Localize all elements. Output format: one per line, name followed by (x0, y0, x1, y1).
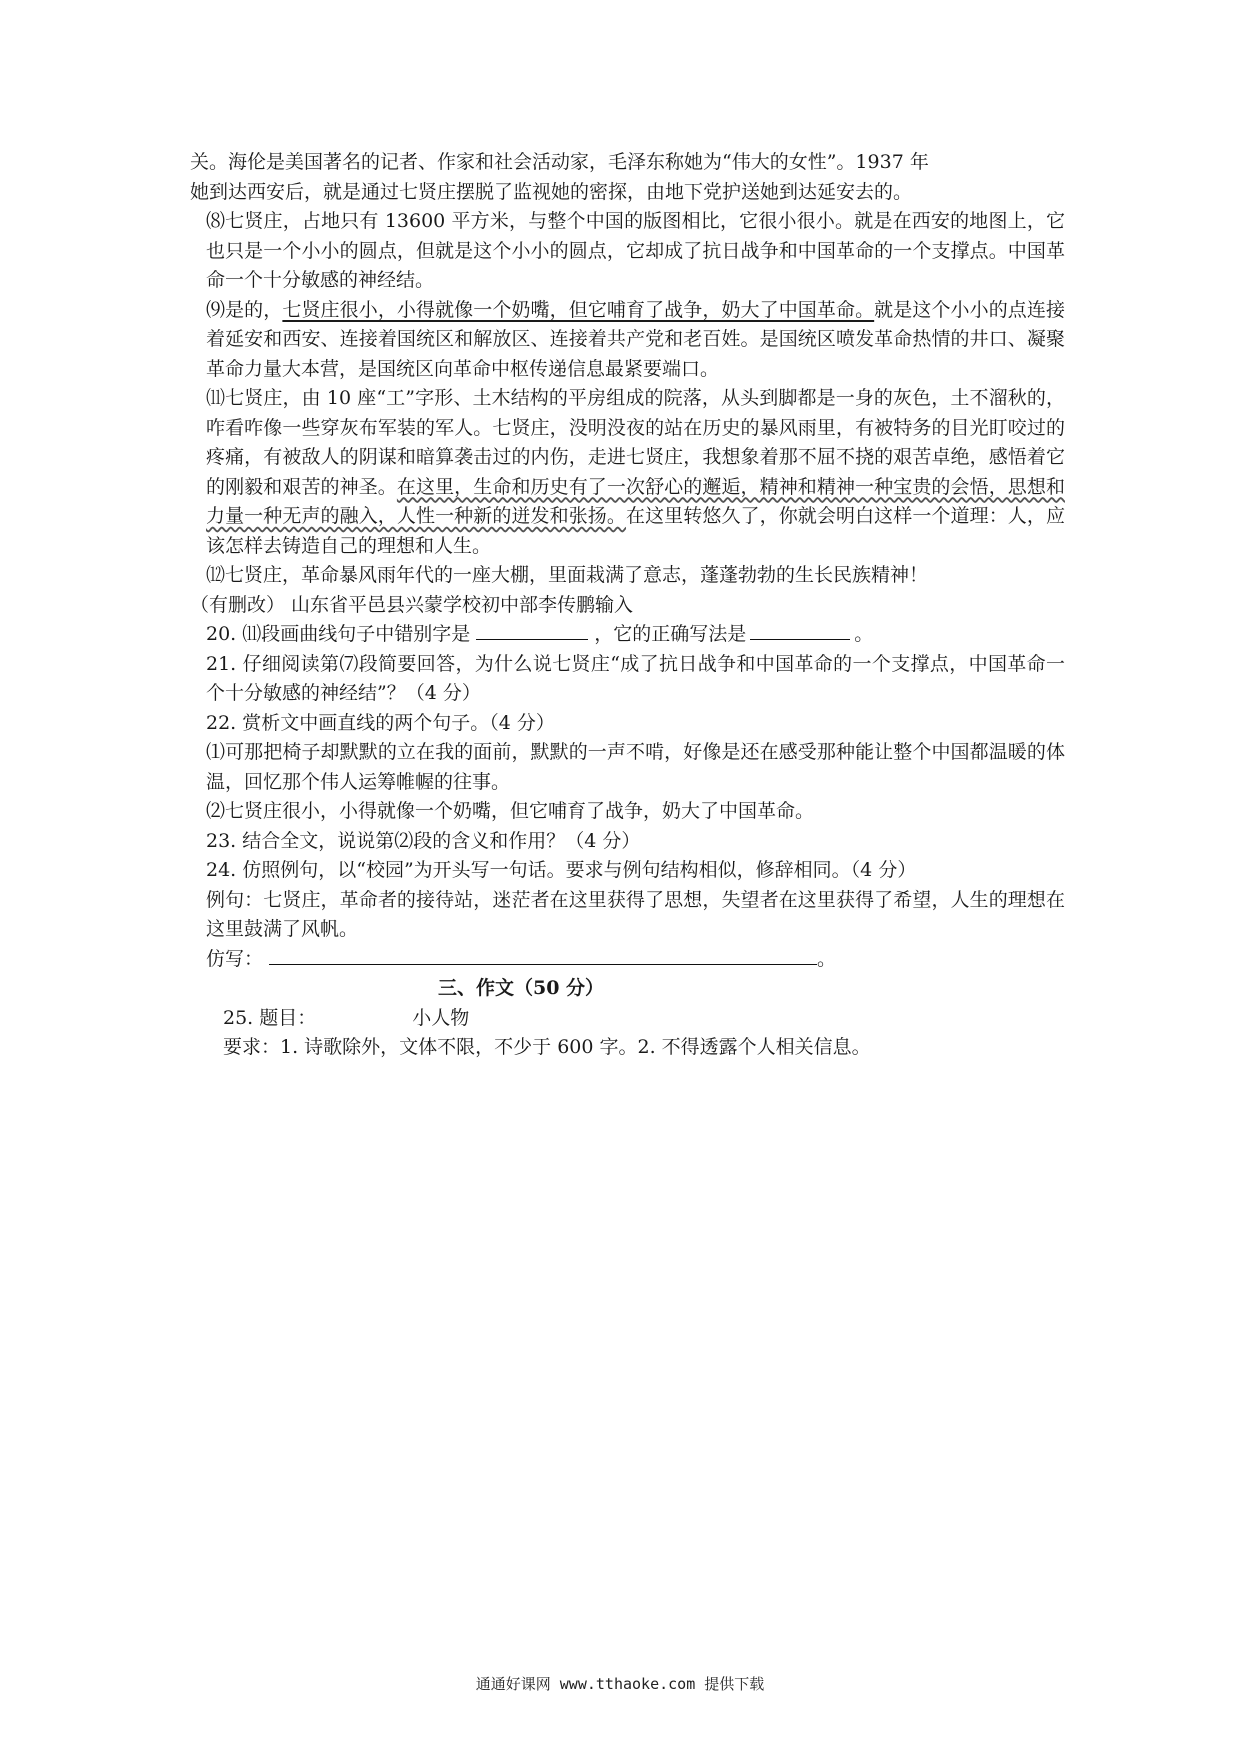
footer-download-note: 通通好课网 www.tthaoke.com 提供下载 (475, 1675, 765, 1693)
question-20-text: 20. ⑾段画曲线句子中错别字是 (206, 623, 471, 645)
imitation-label: 仿写： (206, 947, 264, 970)
imitation-answer-blank[interactable] (269, 946, 817, 965)
paragraph-9-underlined-sentence: 七贤庄很小，小得就像一个奶嘴，但它哺育了战争，奶大了中国革命。 (282, 298, 875, 321)
imitation-end: 。 (817, 947, 837, 970)
section-title-composition: 三、作文（50 分） (438, 977, 605, 999)
question-24: 24. 仿照例句，以“校园”为开头写一句话。要求与例句结构相似，修辞相同。（4 分） (206, 859, 917, 881)
passage-line-1: 关。海伦是美国著名的记者、作家和社会活动家，毛泽东称她为“伟大的女性”。1937 年 (190, 151, 929, 173)
paragraph-11 (190, 384, 1065, 561)
question-25-label: 25. 题目： (223, 1006, 317, 1029)
question-25 (190, 1004, 1065, 1034)
passage-line-2: 她到达西安后，就是通过七贤庄摆脱了监视她的密探，由地下党护送她到达延安去的。 (190, 180, 913, 203)
paragraph-12: ⑿七贤庄，革命暴风雨年代的一座大棚，里面栽满了意志，蓬蓬勃勃的生长民族精神！ (206, 564, 929, 586)
question-20 (190, 620, 1065, 650)
paragraph-8: ⑻七贤庄，占地只有 13600 平方米，与整个中国的版图相比，它很小很小。就是在西安的地图上，它也只是一个小小的圆点，但就是这个小小的圆点，它却成了抗日战争和中国革命的一个支撑点。中国革命一个十分敏感的神经结。 (206, 210, 1065, 291)
paragraph-11-wavy-sentence: 在这里，生命和历史有了一次舒心的邂逅，精神和精神一种宝贵的会悟，思想和力量一种无声的融入，人性一种新的迸发和张扬。 (206, 475, 1065, 527)
paragraph-9 (190, 296, 1065, 385)
question-20-end: 。 (854, 623, 874, 645)
reading-passage (190, 148, 1065, 1063)
question-25-requirements: 要求：1. 诗歌除外，文体不限，不少于 600 字。2. 不得透露个人相关信息。 (223, 1036, 871, 1058)
paragraph-11-start: ⑾七贤庄，由 10 座“工”字形、土木结构的平房组成的院落，从头到脚都是一身的灰色，土不溜秋的，咋看咋像一些穿灰布军装的军人。七贤庄，没明没夜的站在历史的暴风雨里，有被特务的目光盯咬过的疼痛，有被敌人的阴谋和暗算袭击过的内伤，走进七贤庄，我想象着那不屈不挠的艰苦卓绝，感悟着它的刚毅和艰苦的神圣。 (206, 387, 1065, 498)
question-20-text-2: ，它的正确写法是 (594, 623, 747, 645)
paragraph-11-rest: 在这里转悠久了，你就会明白这样一个道理：人，应该怎样去铸造自己的理想和人生。 (206, 505, 1065, 557)
source-note: （有删改） 山东省平邑县兴蒙学校初中部李传鹏输入 (190, 593, 634, 616)
answer-blank-wrong-char[interactable] (476, 621, 588, 640)
question-22-sentence-2: ⑵七贤庄很小，小得就像一个奶嘴，但它哺育了战争，奶大了中国革命。 (206, 800, 815, 822)
paragraph-9-start: ⑼是的， (206, 298, 283, 321)
question-22-sentence-1: ⑴可那把椅子却默默的立在我的面前，默默的一声不啃，好像是还在感受那种能让整个中国都温暖的体温，回忆那个伟人运筹帷幄的往事。 (206, 741, 1065, 793)
question-24-example: 例句：七贤庄，革命者的接待站，迷茫者在这里获得了思想，失望者在这里获得了希望，人生的理想在这里鼓满了风帆。 (206, 888, 1065, 940)
composition-topic: 小人物 (412, 1006, 470, 1029)
question-23: 23. 结合全文，说说第⑵段的含义和作用？（4 分） (206, 829, 641, 852)
question-22: 22. 赏析文中画直线的两个句子。（4 分） (206, 711, 555, 734)
question-24-write (190, 945, 1065, 975)
answer-blank-correct-char[interactable] (750, 621, 850, 640)
paragraph-9-rest: 就是这个小小的点连接着延安和西安、连接着国统区和解放区、连接着共产党和老百姓。是国统区喷发革命热情的井口、凝聚革命力量大本营，是国统区向革命中枢传递信息最紧要端口。 (206, 298, 1065, 380)
question-21: 21. 仔细阅读第⑺段简要回答，为什么说七贤庄“成了抗日战争和中国革命的一个支撑点，中国革命一个十分敏感的神经结”？（4 分） (206, 652, 1065, 704)
